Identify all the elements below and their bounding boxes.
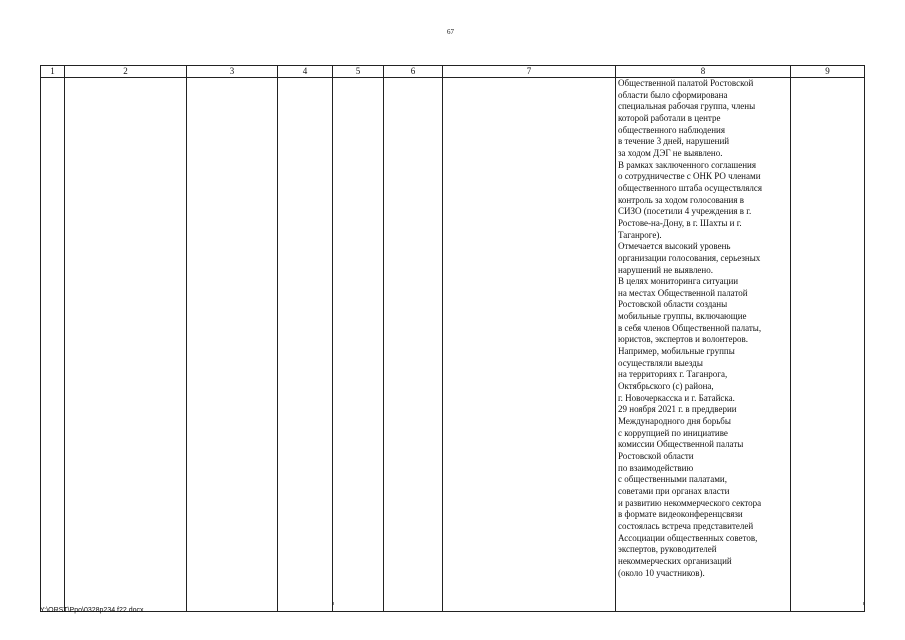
text-line: Отмечается высокий уровень [618,241,731,252]
text-line: в формате видеоконференцсвязи [618,509,743,520]
text-line: области было сформирована [618,89,728,100]
text-line: Общественной палатой Ростовской [618,78,754,88]
table-row [41,78,865,612]
text-line: состоялась встреча представителей [618,520,754,531]
text-line: юристов, экспертов и волонтеров. [618,334,748,345]
column-header-1: 1 [41,66,65,78]
column-header-8: 8 [616,66,791,78]
column-header-3: 3 [187,66,278,78]
text-line: контроль за ходом голосования в [618,194,745,205]
column-header-7: 7 [443,66,616,78]
text-line: в течение 3 дней, нарушений [618,136,730,147]
text-line: Например, мобильные группы [618,346,735,357]
text-line: общественного штаба осуществлялся [618,182,763,193]
column-number-row [41,66,865,78]
cell-col-4 [278,78,333,612]
text-line: СИЗО (посетили 4 учреждения в г. [618,206,752,217]
scan-mark [863,602,864,605]
text-line: на территориях г. Таганрога, [618,369,728,380]
text-line: мобильные группы, включающие [618,311,747,322]
column-header-4: 4 [278,66,333,78]
text-line: В рамках заключенного соглашения [618,159,757,170]
text-line: В целях мониторинга ситуации [618,276,739,287]
text-line: на местах Общественной палатой [618,287,748,298]
text-line: организации голосования, серьезных [618,252,761,263]
text-line: с коррупцией по инициативе [618,427,728,438]
text-line: Таганроге). [618,229,662,240]
column-header-2: 2 [65,66,187,78]
cell-col-9 [791,78,865,612]
text-line: Ростовской области [618,451,694,461]
text-line: г. Новочеркасска и г. Батайска. [618,392,735,403]
column-header-5: 5 [333,66,384,78]
text-line: и развитию некоммерческого сектора [618,497,762,508]
cell-col-5 [333,78,384,612]
text-line: некоммерческих организаций [618,555,732,566]
text-line: экспертов, руководителей [618,544,717,555]
text-line: нарушений не выявлено. [618,264,713,275]
text-line: по взаимодействию [618,462,694,473]
text-line: (около 10 участников). [618,567,705,578]
text-line: Октябрьского (с) района, [618,381,714,392]
text-line: советами при органах власти [618,485,730,496]
cell-col-7 [443,78,616,612]
text-line: Ростовской области созданы [618,299,728,310]
text-line: Ассоциации общественных советов, [618,532,758,543]
text-line: 29 ноября 2021 г. в преддверии [618,404,737,415]
footer-file-path: Y:\ORST\Ppo\0328p234.f22.docx [40,607,144,614]
cell-col-6 [384,78,443,612]
column-header-6: 6 [384,66,443,78]
scan-mark [333,602,334,605]
text-line: осуществляли выезды [618,357,703,368]
page-number: 67 [447,28,454,36]
text-line: о сотрудничестве с ОНК РО членами [618,171,761,182]
text-line: которой работали в центре [618,112,721,123]
report-table [40,65,865,612]
cell-col-8-text [616,78,791,612]
text-line: Международного дня борьбы [618,416,731,427]
text-line: в себя членов Общественной палаты, [618,322,762,333]
text-line: специальная рабочая группа, члены [618,101,756,112]
column-header-9: 9 [791,66,865,78]
text-line: Ростове-на-Дону, в г. Шахты и г. [618,217,742,228]
cell-col-2 [65,78,187,612]
cell-col-1 [41,78,65,612]
text-line: общественного наблюдения [618,124,725,135]
cell-col-3 [187,78,278,612]
text-line: комиссии Общественной палаты [618,439,744,450]
text-line: с общественными палатами, [618,474,727,485]
text-line: за ходом ДЭГ не выявлено. [618,147,723,158]
